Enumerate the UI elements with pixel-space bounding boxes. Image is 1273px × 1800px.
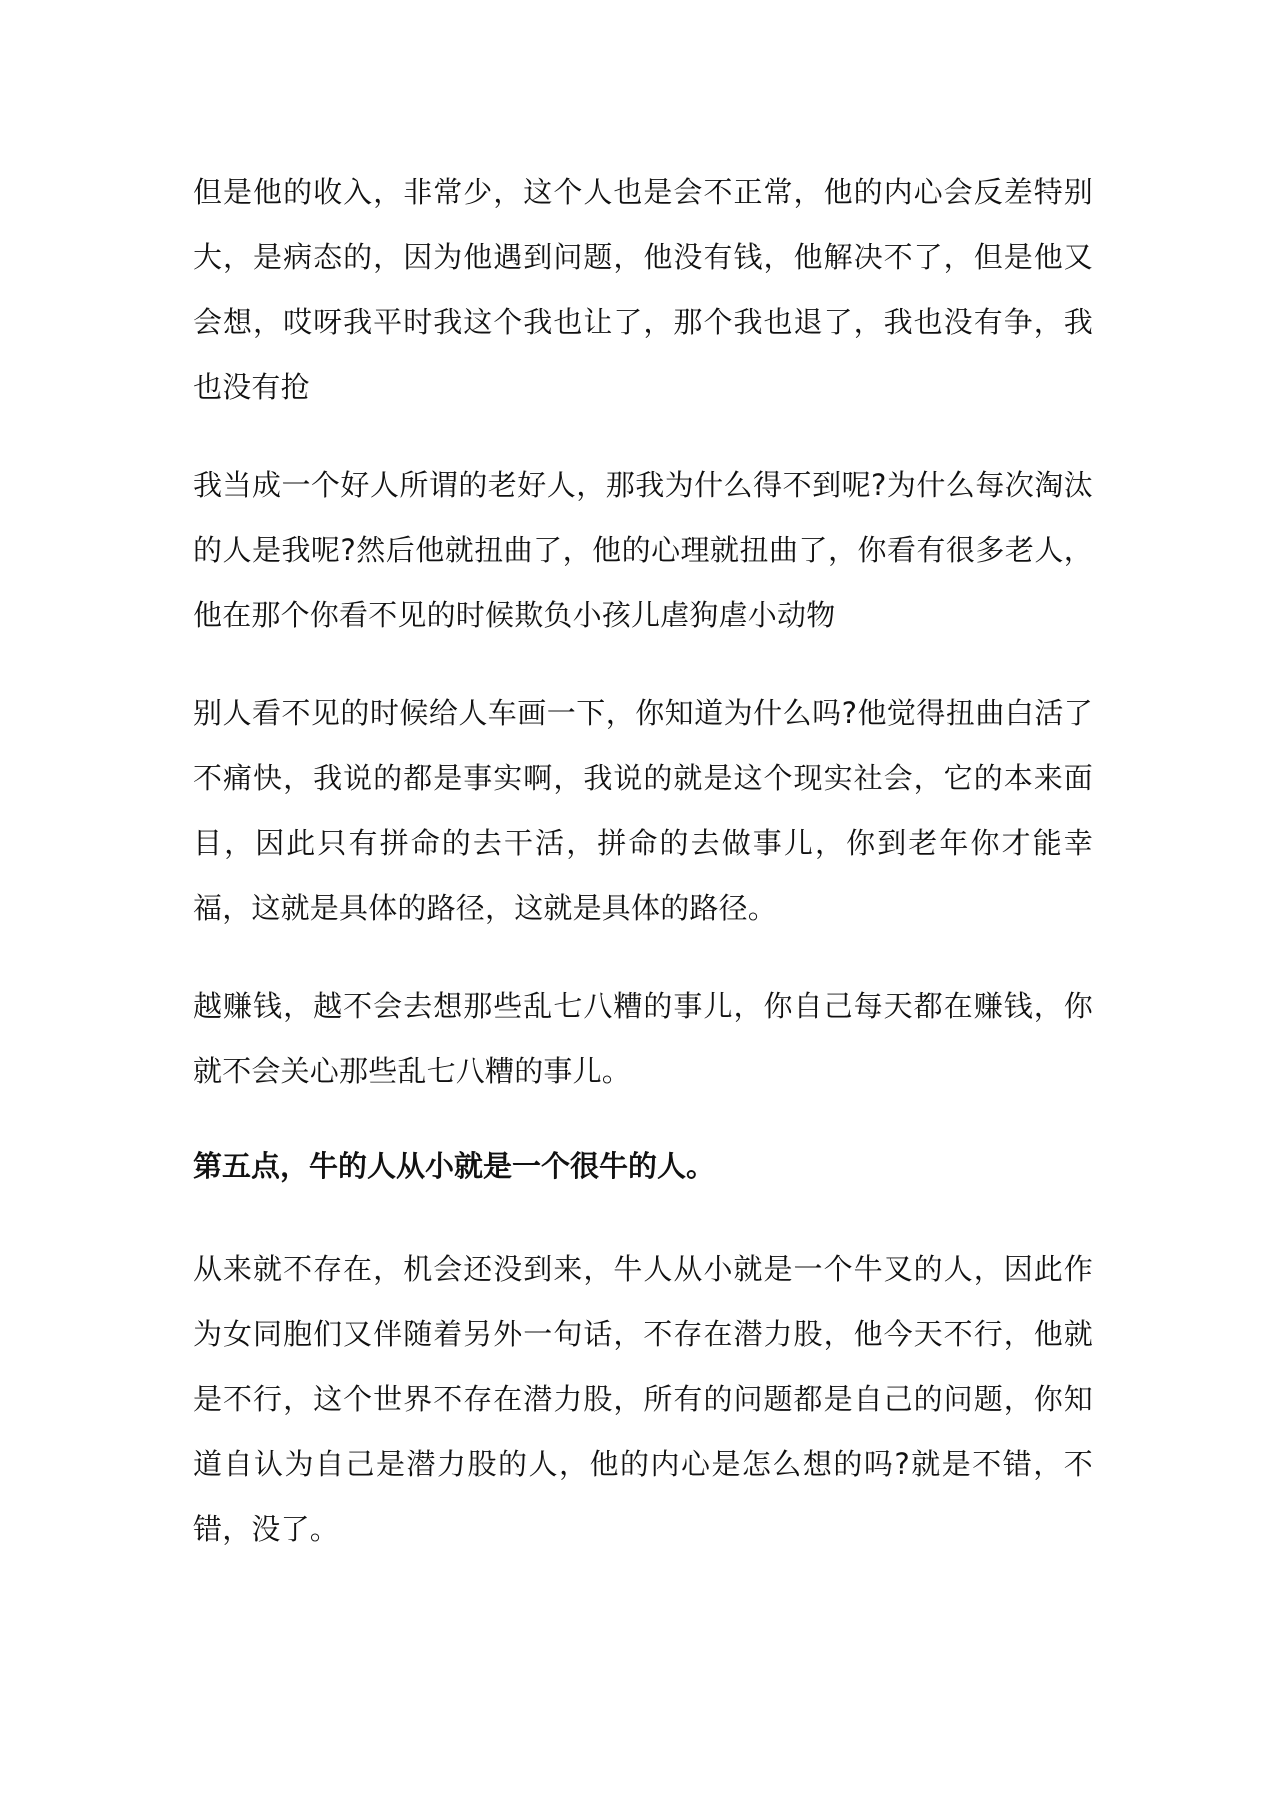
paragraph-3: 别人看不见的时候给人车画一下，你知道为什么吗?他觉得扭曲白活了不痛快，我说的都是事实啊，我说的就是这个现实社会，它的本来面目，因此只有拼命的去干活，拼命的去做事儿，你到老年你才能幸福，这就是具体的路径，这就是具体的路径。 — [193, 696, 1093, 925]
section-heading: 第五点，牛的人从小就是一个很牛的人。 — [193, 1149, 716, 1183]
document-body — [193, 160, 1093, 1562]
paragraph-2: 我当成一个好人所谓的老好人，那我为什么得不到呢?为什么每次淘汰的人是我呢?然后他就扭曲了，他的心理就扭曲了，你看有很多老人，他在那个你看不见的时候欺负小孩儿虐狗虐小动物 — [193, 468, 1093, 632]
paragraph-5: 从来就不存在，机会还没到来，牛人从小就是一个牛叉的人，因此作为女同胞们又伴随着另外一句话，不存在潜力股，他今天不行，他就是不行，这个世界不存在潜力股，所有的问题都是自己的问题，你知道自认为自己是潜力股的人，他的内心是怎么想的吗?就是不错，不错，没了。 — [193, 1252, 1093, 1546]
paragraph-1: 但是他的收入，非常少，这个人也是会不正常，他的内心会反差特别大，是病态的，因为他遇到问题，他没有钱，他解决不了，但是他又会想，哎呀我平时我这个我也让了，那个我也退了，我也没有争，我也没有抢 — [193, 175, 1093, 404]
paragraph-4: 越赚钱，越不会去想那些乱七八糟的事儿，你自己每天都在赚钱，你就不会关心那些乱七八糟的事儿。 — [193, 989, 1093, 1088]
